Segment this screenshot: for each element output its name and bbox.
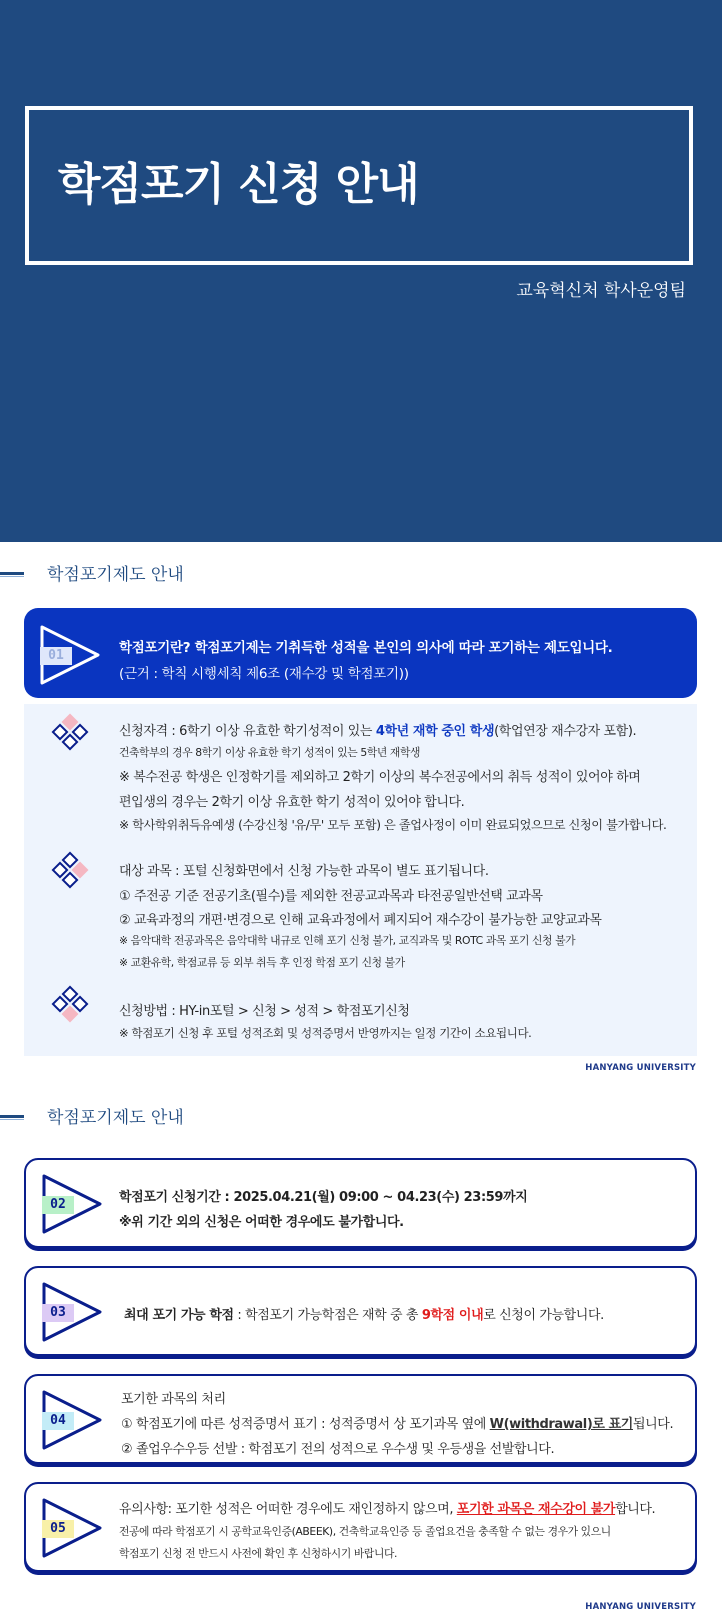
period-warning: ※위 기간 외의 신청은 어떠한 경우에도 불가합니다. [119,1215,404,1230]
number-01-icon [40,624,102,686]
section-bar-accent [0,1119,24,1120]
max-credits-text: 최대 포기 가능 학점 : 학점포기 가능학점은 재학 중 총 9학점 이내로 신청이 가능합니다. [124,1308,604,1323]
section-header-1 [0,560,400,586]
university-logo: HANYANG UNIVERSITY [585,1602,696,1612]
eligibility-transfer: 편입생의 경우는 2학기 이상 유효한 학기 성적이 있어야 합니다. [119,795,465,810]
section-bar-accent [0,576,24,577]
eligibility-double-major: ※ 복수전공 학생은 인정학기를 제외하고 2학기 이상의 복수전공에서의 취득 성적이 있어야 하며 [119,770,641,785]
number-03-icon [42,1281,104,1343]
number-badge: 03 [42,1304,74,1322]
section-bar [0,572,24,575]
diamond-cluster-icon [48,850,92,894]
number-05-icon [42,1497,104,1559]
eligibility-line: 신청자격 : 6학기 이상 유효한 학기성적이 있는 4학년 재학 중인 학생(학업연장 재수강자 포함). [119,724,637,739]
method-note: ※ 학점포기 신청 후 포털 성적조회 및 성적증명서 반영까지는 일정 기간이 소요됩니다. [119,1026,532,1040]
processing-title: 포기한 과목의 처리 [121,1392,226,1407]
number-02-icon [42,1173,104,1235]
section-bar [0,1115,24,1118]
method-line: 신청방법 : HY-in포털 > 신청 > 성적 > 학점포기신청 [119,1004,410,1019]
university-logo: HANYANG UNIVERSITY [585,1063,696,1073]
diamond-cluster-icon [48,712,92,756]
number-badge: 02 [42,1196,74,1214]
subjects-line: 대상 과목 : 포털 신청화면에서 신청 가능한 과목이 별도 표기됩니다. [119,864,489,879]
cover-banner [0,0,722,542]
diamond-cluster-icon [48,988,92,1032]
page-title: 학점포기 신청 안내 [58,159,419,210]
processing-honors: ② 졸업우수우등 선발 : 학점포기 전의 성적으로 우수생 및 우등생을 선발합니다. [121,1442,555,1457]
caution-main: 유의사항: 포기한 성적은 어떠한 경우에도 재인정하지 않으며, 포기한 과목은 재수강이 불가합니다. [119,1502,656,1517]
number-badge: 01 [40,647,72,665]
eligibility-deferred: ※ 학사학위취득유예생 (수강신청 '유/무' 모두 포함) 은 졸업사정이 이미 완료되었으므로 신청이 불가합니다. [119,818,667,832]
intro-box [24,608,697,698]
intro-basis: (근거 : 학칙 시행세칙 제6조 (재수강 및 학점포기)) [119,666,409,682]
number-badge: 04 [42,1412,74,1430]
section-title: 학점포기제도 안내 [47,565,184,585]
info-box [24,704,697,1056]
intro-definition: 학점포기란? 학점포기제는 기취득한 성적을 본인의 의사에 따라 포기하는 제도입니다. [119,640,613,656]
number-badge: 05 [42,1520,74,1538]
subjects-major: ① 주전공 기준 전공기초(필수)를 제외한 전공교과목과 타전공일반선택 교과목 [119,889,543,904]
caution-check: 학점포기 신청 전 반드시 사전에 확인 후 신청하시기 바랍니다. [119,1547,398,1560]
processing-transcript: ① 학점포기에 따른 성적증명서 표기 : 성적증명서 상 포기과목 옆에 W(withdrawal)로 표기됩니다. [121,1417,674,1432]
subjects-liberal: ② 교육과정의 개편·변경으로 인해 교육과정에서 폐지되어 재수강이 불가능한 교양교과목 [119,913,602,928]
section-title: 학점포기제도 안내 [47,1108,184,1128]
card-processing [24,1374,697,1464]
card-caution [24,1482,697,1572]
card-max-credits [24,1266,697,1356]
eligibility-architecture: 건축학부의 경우 8학기 이상 유효한 학기 성적이 있는 5학년 재학생 [119,746,420,759]
cover-subtitle: 교육혁신처 학사운영팀 [516,281,686,301]
subjects-exchange: ※ 교환유학, 학점교류 등 외부 취득 후 인정 학점 포기 신청 불가 [119,956,405,969]
caution-certification: 전공에 따라 학점포기 시 공학교육인증(ABEEK), 건축학교육인증 등 졸업요건을 충족할 수 없는 경우가 있으니 [119,1525,611,1538]
section-header-2 [0,1103,400,1129]
number-04-icon [42,1389,104,1451]
period-text: 학점포기 신청기간 : 2025.04.21(월) 09:00 ~ 04.23(수) 23:59까지 [119,1190,528,1205]
card-period [24,1158,697,1248]
subjects-music: ※ 음악대학 전공과목은 음악대학 내규로 인해 포기 신청 불가, 교직과목 및 ROTC 과목 포기 신청 불가 [119,934,576,947]
